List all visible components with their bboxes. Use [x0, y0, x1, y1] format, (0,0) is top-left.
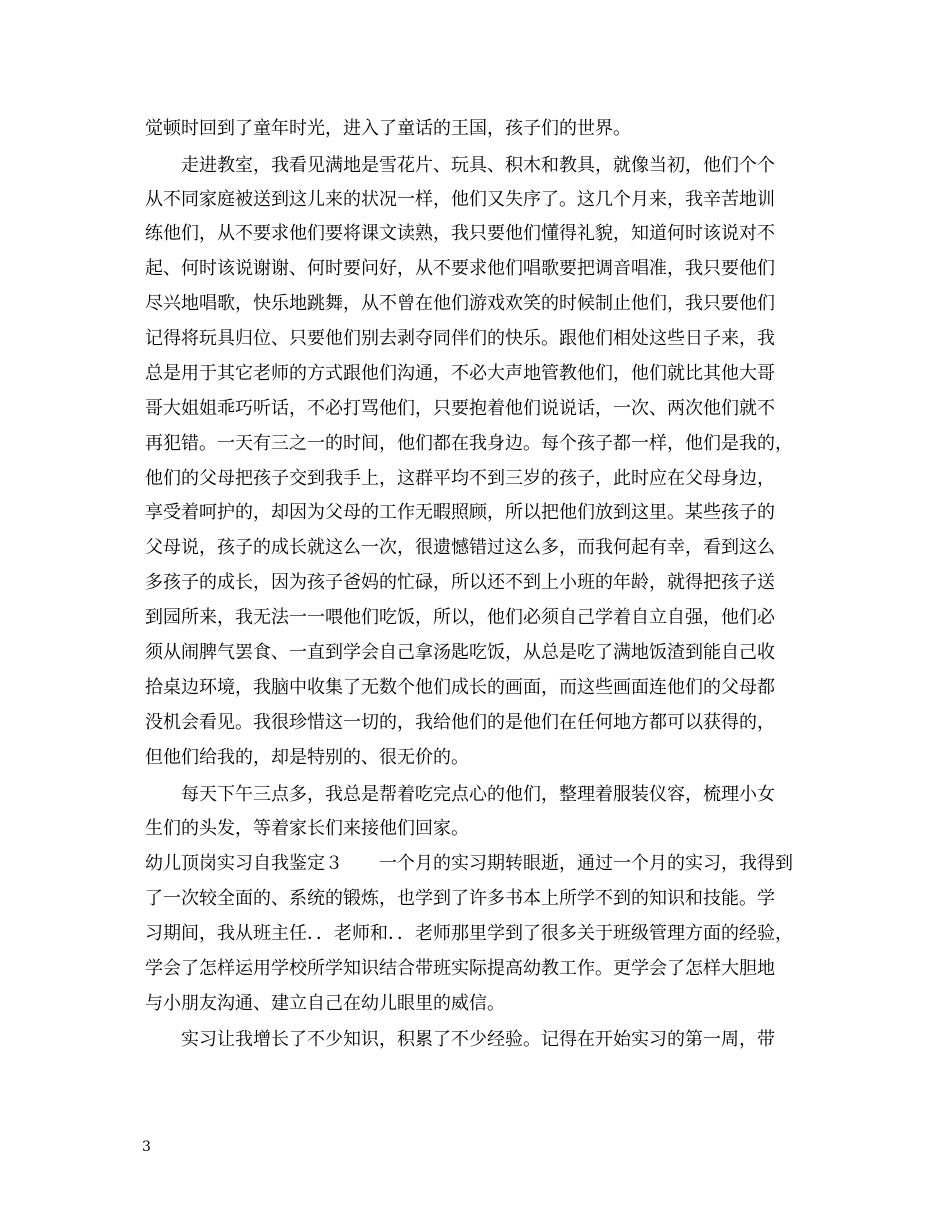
- text-line: 没机会看见。我很珍惜这一切的，我给他们的是他们在任何地方都可以获得的，: [145, 712, 775, 733]
- text-line: 须从闹脾气罢食、一直到学会自己拿汤匙吃饭，从总是吃了满地饭渣到能自己收: [145, 642, 775, 663]
- text-line: 生们的头发，等着家长们来接他们回家。: [145, 818, 469, 839]
- text-line: 再犯错。一天有三之一的时间，他们都在我身边。每个孩子都一样，他们是我的，: [145, 433, 793, 454]
- text-line: 但他们给我的，却是特别的、很无价的。: [145, 747, 469, 768]
- text-line: 幼儿顶岗实习自我鉴定３ 一个月的实习期转眼逝，通过一个月的实习，我得到: [145, 853, 793, 874]
- text-line: 习期间，我从班主任．．老师和．．老师那里学到了很多关于班级管理方面的经验，: [145, 923, 793, 944]
- text-line: 总是用于其它老师的方式跟他们沟通，不必大声地管教他们，他们就比其他大哥: [145, 363, 775, 384]
- text-line: 与小朋友沟通、建立自己在幼儿眼里的威信。: [145, 993, 505, 1014]
- text-line: 他们的父母把孩子交到我手上，这群平均不到三岁的孩子，此时应在父母身边，: [145, 468, 775, 489]
- text-line: 拾桌边环境，我脑中收集了无数个他们成长的画面，而这些画面连他们的父母都: [145, 677, 775, 698]
- text-line: 实习让我增长了不少知识，积累了不少经验。记得在开始实习的第一周，带: [145, 1029, 775, 1050]
- text-line: 到园所来，我无法一一喂他们吃饭，所以，他们必须自己学着自立自强，他们必: [145, 607, 775, 628]
- text-line: 从不同家庭被送到这儿来的状况一样，他们又失序了。这几个月来，我辛苦地训: [145, 189, 775, 210]
- text-line: 记得将玩具归位、只要他们别去剥夺同伴们的快乐。跟他们相处这些日子来，我: [145, 328, 775, 349]
- text-line: 每天下午三点多，我总是帮着吃完点心的他们，整理着服装仪容，梳理小女: [145, 784, 775, 805]
- text-line: 哥大姐姐乖巧听话，不必打骂他们，只要抱着他们说说话，一次、两次他们就不: [145, 398, 775, 419]
- text-line: 起、何时该说谢谢、何时要问好，从不要求他们唱歌要把调音唱准，我只要他们: [145, 258, 775, 279]
- text-line: 父母说，孩子的成长就这么一次，很遗憾错过这么多，而我何起有幸，看到这么: [145, 537, 775, 558]
- page-number: 3: [142, 1139, 151, 1155]
- text-line: 学会了怎样运用学校所学知识结合带班实际提高幼教工作。更学会了怎样大胆地: [145, 958, 775, 979]
- text-line: 享受着呵护的，却因为父母的工作无暇照顾，所以把他们放到这里。某些孩子的: [145, 502, 775, 523]
- text-line: 走进教室，我看见满地是雪花片、玩具、积木和教具，就像当初，他们个个: [145, 155, 775, 176]
- text-line: 练他们，从不要求他们要将课文读熟，我只要他们懂得礼貌，知道何时该说对不: [145, 223, 775, 244]
- text-line: 了一次较全面的、系统的锻炼，也学到了许多书本上所学不到的知识和技能。学: [145, 888, 775, 909]
- text-line: 觉顿时回到了童年时光，进入了童话的王国，孩子们的世界。: [145, 118, 631, 139]
- text-line: 尽兴地唱歌，快乐地跳舞，从不曾在他们游戏欢笑的时候制止他们，我只要他们: [145, 293, 775, 314]
- text-line: 多孩子的成长，因为孩子爸妈的忙碌，所以还不到上小班的年龄，就得把孩子送: [145, 572, 775, 593]
